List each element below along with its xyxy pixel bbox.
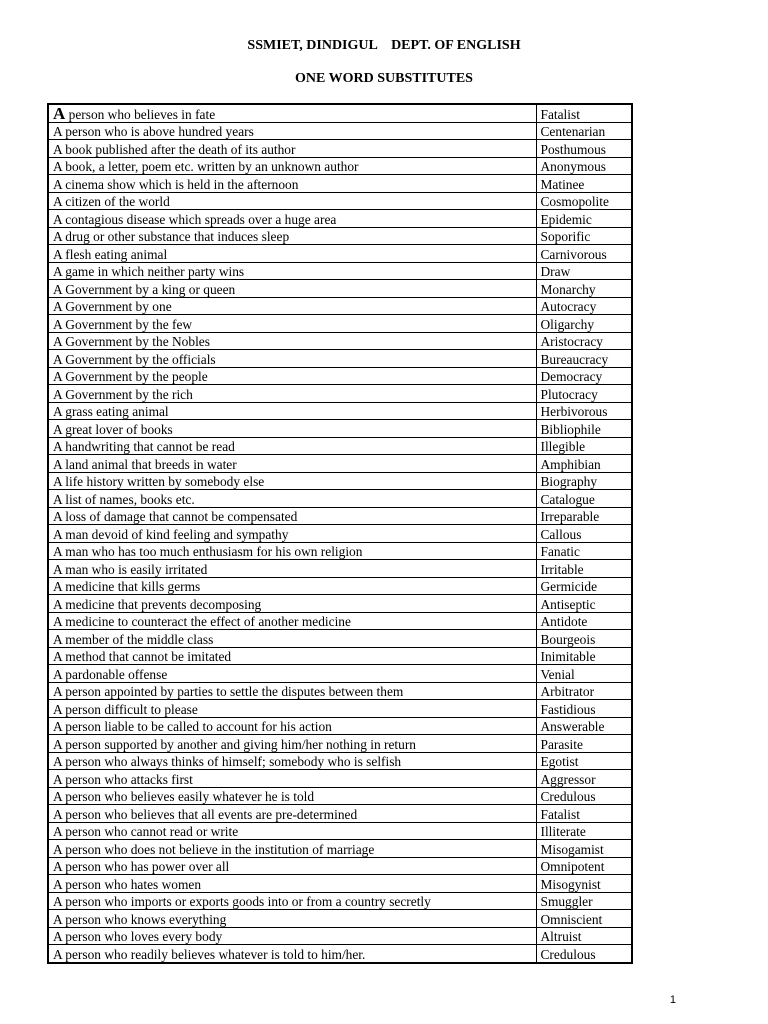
word-cell: Oligarchy [536,315,632,333]
table-row [48,104,632,122]
word-cell: Fatalist [536,104,632,122]
word-cell: Antidote [536,612,632,630]
definition-cell: A man devoid of kind feeling and sympathy [48,525,536,543]
table-row [48,945,632,963]
table-row [48,472,632,490]
word-cell: Antiseptic [536,595,632,613]
word-cell: Smuggler [536,892,632,910]
word-cell: Credulous [536,787,632,805]
word-cell: Illegible [536,437,632,455]
word-cell: Fastidious [536,700,632,718]
table-row [48,612,632,630]
table-row [48,210,632,228]
word-cell: Aggressor [536,770,632,788]
definition-cell: A cinema show which is held in the afternoon [48,175,536,193]
definition-cell: A Government by the officials [48,350,536,368]
table-row [48,735,632,753]
definition-cell: A man who is easily irritated [48,560,536,578]
table-row [48,805,632,823]
definition-cell: A Government by one [48,297,536,315]
word-cell: Altruist [536,927,632,945]
definition-cell: A land animal that breeds in water [48,455,536,473]
word-cell: Parasite [536,735,632,753]
definition-cell: A Government by a king or queen [48,280,536,298]
word-cell: Venial [536,665,632,683]
definition-cell: A person who hates women [48,875,536,893]
table-row [48,332,632,350]
table-row [48,192,632,210]
table-row [48,227,632,245]
table-row [48,927,632,945]
table-row [48,280,632,298]
table-row [48,437,632,455]
table-row [48,752,632,770]
word-cell: Illiterate [536,822,632,840]
table-row [48,770,632,788]
definition-cell: A person who is above hundred years [48,122,536,140]
definition-text: person who believes in fate [65,106,216,122]
document-title: ONE WORD SUBSTITUTES [295,71,473,86]
table-row [48,700,632,718]
table-row [48,717,632,735]
definition-cell: A book, a letter, poem etc. written by an unknown author [48,157,536,175]
definition-cell: A person difficult to please [48,700,536,718]
document-header-institution: SSMIET, DINDIGUL DEPT. OF ENGLISH [247,38,521,53]
word-cell: Monarchy [536,280,632,298]
table-row [48,315,632,333]
word-cell: Amphibian [536,455,632,473]
word-cell: Plutocracy [536,385,632,403]
definition-cell: A life history written by somebody else [48,472,536,490]
definition-cell: A Government by the few [48,315,536,333]
table-row [48,525,632,543]
word-cell: Fanatic [536,542,632,560]
definition-cell: A medicine that prevents decomposing [48,595,536,613]
definition-cell: A grass eating animal [48,402,536,420]
table-row [48,507,632,525]
table-row [48,245,632,263]
word-cell: Autocracy [536,297,632,315]
definition-cell: A person who readily believes whatever is told to him/her. [48,945,536,963]
table-row [48,122,632,140]
word-cell: Fatalist [536,805,632,823]
definition-cell: A person who believes easily whatever he is told [48,787,536,805]
definition-cell: A contagious disease which spreads over a huge area [48,210,536,228]
table-row [48,647,632,665]
definition-cell: A great lover of books [48,420,536,438]
word-cell: Omnipotent [536,857,632,875]
word-cell: Anonymous [536,157,632,175]
word-cell: Callous [536,525,632,543]
definition-cell: A person who imports or exports goods into or from a country secretly [48,892,536,910]
definition-cell: A person who loves every body [48,927,536,945]
definition-cell: A Government by the people [48,367,536,385]
table-row [48,840,632,858]
definition-cell: A handwriting that cannot be read [48,437,536,455]
definition-cell: A drug or other substance that induces sleep [48,227,536,245]
word-cell: Centenarian [536,122,632,140]
definition-cell: A person who cannot read or write [48,822,536,840]
word-cell: Herbivorous [536,402,632,420]
word-cell: Misogamist [536,840,632,858]
definition-cell: A medicine to counteract the effect of another medicine [48,612,536,630]
table-row [48,892,632,910]
table-row [48,297,632,315]
table-row [48,560,632,578]
word-cell: Democracy [536,367,632,385]
table-row [48,455,632,473]
table-row [48,490,632,508]
definition-initial: A [53,104,66,122]
table-row [48,577,632,595]
definition-cell: A loss of damage that cannot be compensated [48,507,536,525]
word-cell: Answerable [536,717,632,735]
word-cell: Epidemic [536,210,632,228]
word-cell: Bureaucracy [536,350,632,368]
table-row [48,787,632,805]
table-row [48,385,632,403]
table-body [48,104,632,963]
table-row [48,857,632,875]
table-row [48,140,632,158]
table-row [48,682,632,700]
definition-cell: A person liable to be called to account for his action [48,717,536,735]
word-cell: Omniscient [536,910,632,928]
table-row [48,420,632,438]
word-cell: Catalogue [536,490,632,508]
definition-cell: A person who attacks first [48,770,536,788]
word-cell: Bourgeois [536,630,632,648]
table-row [48,367,632,385]
word-cell: Credulous [536,945,632,963]
table-row [48,350,632,368]
word-cell: Arbitrator [536,682,632,700]
table-row [48,175,632,193]
word-cell: Matinee [536,175,632,193]
table-row [48,875,632,893]
one-word-substitutes-table [47,103,633,964]
definition-cell: A Government by the rich [48,385,536,403]
word-cell: Germicide [536,577,632,595]
word-cell: Soporific [536,227,632,245]
word-cell: Inimitable [536,647,632,665]
word-cell: Carnivorous [536,245,632,263]
table-row [48,542,632,560]
definition-cell: A game in which neither party wins [48,262,536,280]
definition-cell: A person who believes that all events are pre-determined [48,805,536,823]
definition-cell: A citizen of the world [48,192,536,210]
definition-cell: A man who has too much enthusiasm for his own religion [48,542,536,560]
definition-cell: A flesh eating animal [48,245,536,263]
definition-cell: A person supported by another and giving him/her nothing in return [48,735,536,753]
definition-cell: A list of names, books etc. [48,490,536,508]
word-cell: Draw [536,262,632,280]
page-number: 1 [669,994,676,1006]
table-row [48,595,632,613]
word-cell: Misogynist [536,875,632,893]
word-cell: Egotist [536,752,632,770]
definition-cell: A person who knows everything [48,910,536,928]
table-row [48,910,632,928]
definition-cell: A pardonable offense [48,665,536,683]
definition-cell: A person who has power over all [48,857,536,875]
word-cell: Cosmopolite [536,192,632,210]
table-row [48,402,632,420]
table-row [48,630,632,648]
word-cell: Posthumous [536,140,632,158]
definition-cell: A book published after the death of its author [48,140,536,158]
definition-cell [48,104,536,122]
definition-cell: A person who does not believe in the institution of marriage [48,840,536,858]
word-cell: Biography [536,472,632,490]
definition-cell: A Government by the Nobles [48,332,536,350]
word-cell: Aristocracy [536,332,632,350]
definition-cell: A medicine that kills germs [48,577,536,595]
table-row [48,262,632,280]
word-cell: Irritable [536,560,632,578]
definition-cell: A method that cannot be imitated [48,647,536,665]
word-cell: Bibliophile [536,420,632,438]
definition-cell: A member of the middle class [48,630,536,648]
word-cell: Irreparable [536,507,632,525]
table-row [48,157,632,175]
table-row [48,665,632,683]
definition-cell: A person who always thinks of himself; somebody who is selfish [48,752,536,770]
table-row [48,822,632,840]
definition-cell: A person appointed by parties to settle the disputes between them [48,682,536,700]
